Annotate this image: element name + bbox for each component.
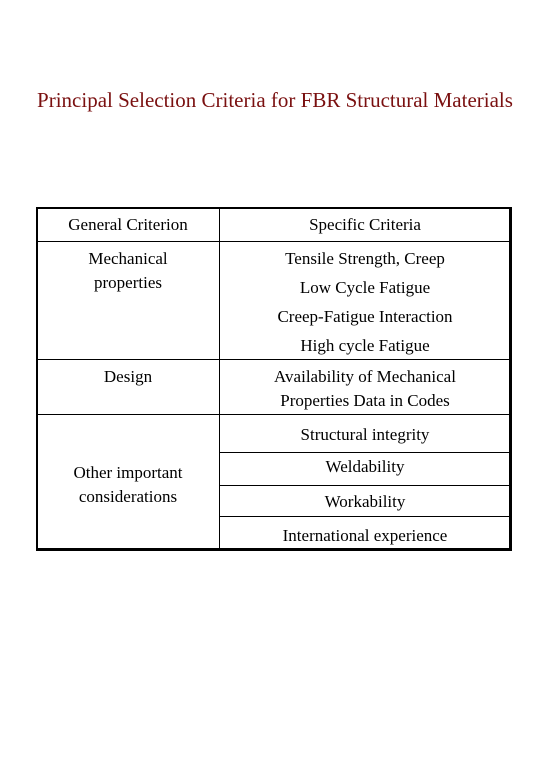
specific-criterion: International experience [282,526,448,545]
subrow-divider [220,452,509,453]
general-criterion-other [38,461,218,509]
specific-criterion: Low Cycle Fatigue [299,278,431,297]
specific-criterion: Weldability [325,457,405,476]
header-divider [38,241,509,242]
row-divider [38,359,509,360]
specific-criterion-label: Availability of Mechanical Properties Data in Codes [274,367,456,410]
specific-criterion: Tensile Strength, Creep [285,249,445,268]
specific-criterion: High cycle Fatigue [300,336,430,355]
general-criterion-label: Other important considerations [73,463,183,506]
specific-criterion [220,365,510,413]
general-criterion-mechanical [38,247,218,295]
specific-criterion: Structural integrity [300,425,430,444]
specific-criterion: Workability [324,492,406,511]
header-specific-criteria: Specific Criteria [309,215,421,234]
header-general-criterion: General Criterion [68,215,188,234]
specific-criterion: Creep-Fatigue Interaction [277,307,453,326]
subrow-divider [220,485,509,486]
criteria-table [36,207,512,551]
row-divider [38,414,509,415]
page-title: Principal Selection Criteria for FBR Structural Materials [37,88,513,112]
general-criterion-label: Mechanical properties [88,249,168,292]
general-criterion-design: Design [103,367,153,386]
subrow-divider [220,516,509,517]
